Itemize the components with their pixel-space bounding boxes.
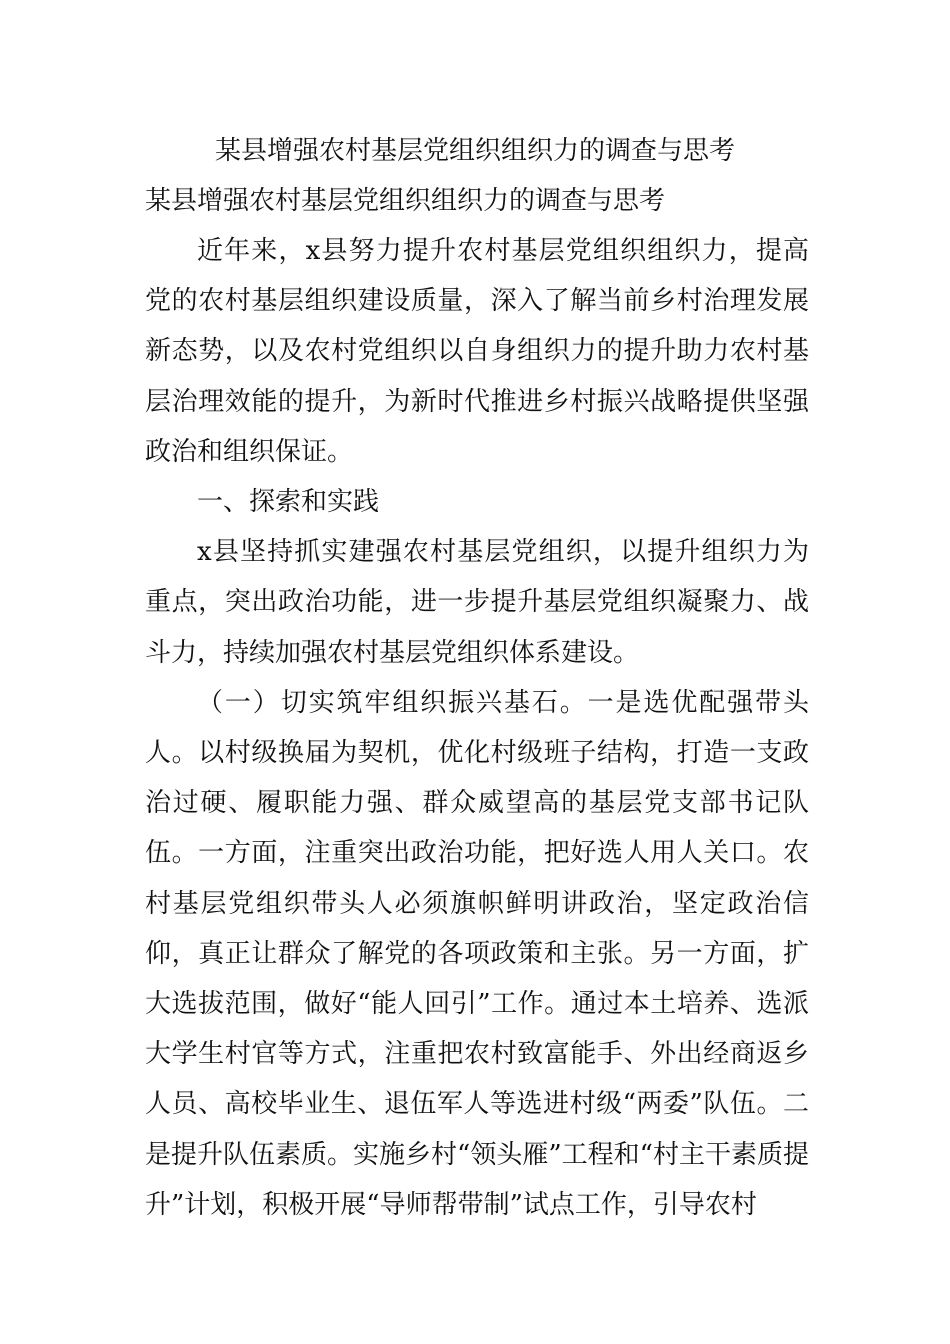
intro-paragraph: 近年来，x县努力提升农村基层党组织组织力，提高党的农村基层组织建设质量，深入了解当前乡村治理发展新态势，以及农村党组织以自身组织力的提升助力农村基层治理效能的提升，为新时代推进乡村振兴战略提供坚强政治和组织保证。 <box>145 236 809 467</box>
document-subtitle: 某县增强农村基层党组织组织力的调查与思考 <box>145 186 666 216</box>
document-body <box>145 226 809 1230</box>
section-intro-paragraph: x县坚持抓实建强农村基层党组织，以提升组织力为重点，突出政治功能，进一步提升基层党组织凝聚力、战斗力，持续加强农村基层党组织体系建设。 <box>145 537 809 668</box>
subsection-paragraph: （一）切实筑牢组织振兴基石。一是选优配强带头人。以村级换届为契机，优化村级班子结构，打造一支政治过硬、履职能力强、群众威望高的基层党支部书记队伍。一方面，注重突出政治功能，把好选人用人关口。农村基层党组织带头人必须旗帜鲜明讲政治，坚定政治信仰，真正让群众了解党的各项政策和主张。另一方面，扩大选拔范围，做好“能人回引”工作。通过本土培养、选派大学生村官等方式，注重把农村致富能手、外出经商返乡人员、高校毕业生、退伍军人等选进村级“两委”队伍。二是提升队伍素质。实施乡村“领头雁”工程和“村主干素质提升”计划，积极开展“导师帮带制”试点工作，引导农村 <box>145 687 809 1220</box>
document-title: 某县增强农村基层党组织组织力的调查与思考 <box>214 136 735 166</box>
section-heading-exploration: 一、探索和实践 <box>197 487 380 518</box>
